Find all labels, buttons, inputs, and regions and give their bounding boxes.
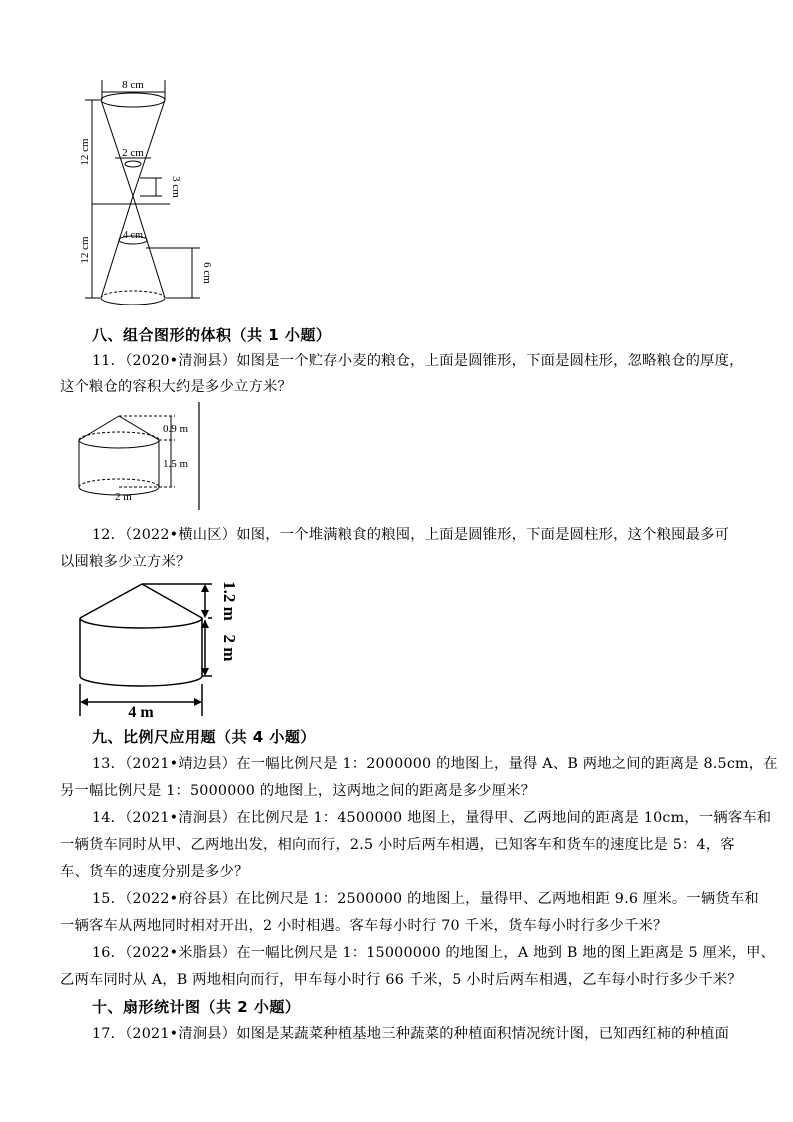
label-diameter-2: 4 m [128, 704, 154, 721]
hourglass-figure [70, 70, 220, 305]
q15-line-2: 一辆客车从两地同时相对开出，2 小时相遇。客车每小时行 70 千米，货车每小时行多少千米？ [60, 918, 668, 934]
q16-line-2: 乙两车同时从 A，B 两地相向而行，甲车每小时行 66 千米，5 小时后两车相遇，乙车每小时行多少千米？ [60, 972, 742, 988]
label-cylinder-height-1: 1.5 m [163, 458, 189, 470]
q12-line-1: 12．（2022•横山区）如图，一个堆满粮食的粮囤，上面是圆锥形，下面是圆柱形，这个粮囤最多可 [92, 527, 730, 543]
label-neck-height: 3 cm [170, 176, 182, 198]
q13-line-1: 13．（2021•靖边县）在一幅比例尺是 1：2000000 的地图上，量得 A、B 两地之间的距离是 8.5cm，在 [92, 756, 778, 772]
q17-line-1: 17．（2021•清涧县）如图是某蔬菜种植基地三种蔬菜的种植面积情况统计图，已知西红柿的种植面 [92, 1026, 730, 1042]
q14-line-3: 车、货车的速度分别是多少？ [60, 864, 249, 880]
label-cylinder-height-2: 2 m [220, 634, 239, 662]
section-heading-10: 十、扇形统计图（共 2 小题） [92, 998, 301, 1016]
q14-line-1: 14．（2021•清涧县）在比例尺是 1：4500000 地图上，量得甲、乙两地间的距离是 10cm，一辆客车和 [92, 810, 772, 826]
label-cone-height-2: 1.2 m [220, 581, 239, 621]
q14-line-2: 一辆货车同时从甲、乙两地出发，相向而行，2.5 小时后两车相遇，已知客车和货车的速度比是 5：4，客 [60, 837, 735, 853]
label-lower-height: 12 cm [79, 236, 91, 264]
q16-line-1: 16．（2022•米脂县）在一幅比例尺是 1：15000000 的地图上，A 地到 B 地的图上距离是 5 厘米，甲、 [92, 945, 776, 961]
q11-line-2: 这个粮仓的容积大约是多少立方米？ [60, 379, 292, 395]
label-top-diameter: 8 cm [122, 79, 144, 91]
q12-line-2: 以囤粮多少立方米？ [60, 554, 191, 570]
section-heading-9: 九、比例尺应用题（共 4 小题） [92, 728, 316, 746]
q13-line-2: 另一幅比例尺是 1：5000000 的地图上，这两地之间的距离是多少厘米？ [60, 783, 536, 799]
label-inner-diameter: 4 cm [123, 230, 143, 241]
granary-figure-2 [72, 576, 242, 721]
granary-figure-1 [75, 402, 215, 512]
label-cone-height-1: 0.9 m [163, 423, 189, 435]
q11-line-1: 11．（2020•清涧县）如图是一个贮存小麦的粮仓，上面是圆锥形，下面是圆柱形，忽略粮仓的厚度， [92, 353, 744, 369]
label-diameter-1: 2 m [115, 491, 132, 503]
section-heading-8: 八、组合图形的体积（共 1 小题） [92, 326, 332, 344]
label-upper-height: 12 cm [79, 138, 91, 166]
label-right-height: 6 cm [201, 262, 213, 284]
q15-line-1: 15．（2022•府谷县）在比例尺是 1：2500000 的地图上，量得甲、乙两地相距 9.6 厘米。一辆货车和 [92, 891, 759, 907]
label-neck-diameter: 2 cm [122, 147, 144, 159]
